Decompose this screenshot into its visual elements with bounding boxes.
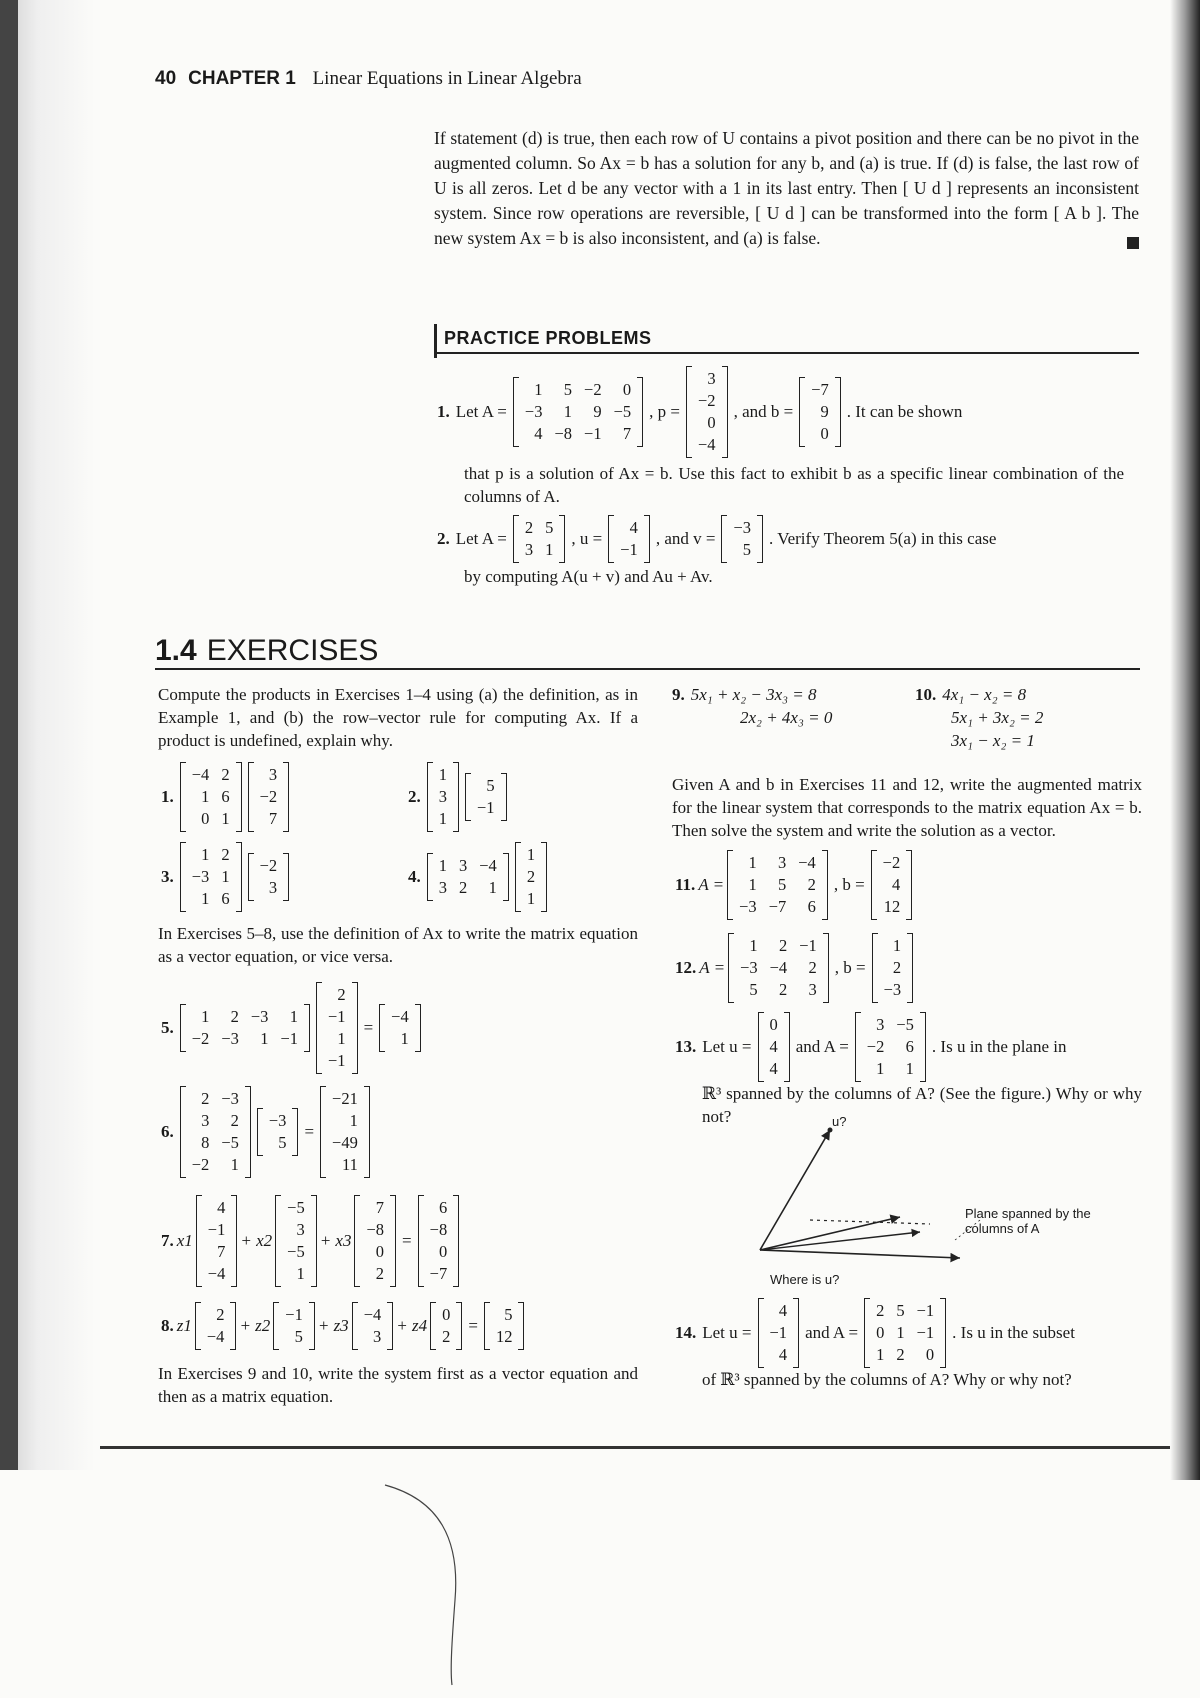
vector-entry: 6 (438, 1198, 448, 1217)
exercise-6 (158, 1086, 373, 1178)
vector (248, 853, 290, 901)
exercise-text: of ℝ³ spanned by the columns of A? Why or why not? (702, 1370, 1072, 1389)
matrix-entry: 4 (534, 424, 543, 443)
problem-tail: . It can be shown (846, 402, 963, 421)
vector-entry: 1 (892, 936, 902, 955)
vector-entry: 4 (629, 518, 638, 537)
b-label: , b = (833, 875, 865, 894)
vector-entry: −8 (429, 1220, 448, 1239)
matrix-entry: 1 (534, 380, 543, 399)
vector-entry: −5 (287, 1198, 305, 1217)
vector-entry: 7 (217, 1242, 226, 1261)
matrix-entry: −5 (613, 402, 632, 421)
coefficient: z1 (176, 1316, 192, 1335)
vector-entry: −2 (259, 856, 278, 875)
matrix-A (513, 515, 566, 563)
vector-entry: 1 (296, 1264, 305, 1283)
intro-1-4: Compute the products in Exercises 1–4 using (a) the definition, as in Example 1, and (b) the row–vector rule for computing Ax. If a product is undefined, explain why. (158, 685, 638, 750)
u-projection-arrow (760, 1232, 920, 1250)
vector-entry: 5 (486, 776, 495, 795)
matrix-entry: 2 (221, 845, 230, 864)
matrix-entry: 3 (438, 787, 447, 806)
vector-entry: −49 (332, 1133, 358, 1152)
proof-paragraph (434, 126, 1139, 251)
intro-11-12: Given A and b in Exercises 11 and 12, write the augmented matrix for the linear system that corresponds to the matrix equation Ax = b. Then solve the system and write the solution as a vector. (672, 775, 1142, 840)
matrix-entry: −3 (221, 1089, 239, 1108)
vector-entry: 4 (778, 1301, 788, 1320)
vector-entry: 7 (268, 809, 278, 828)
vector (257, 1108, 299, 1156)
exercise-number: 9. (672, 685, 685, 704)
matrix-entry: −7 (768, 897, 787, 916)
matrix-entry: −8 (554, 424, 573, 443)
vector-entry: −4 (207, 1264, 226, 1283)
equation-line: 4x₁ − x₂ = 8 (942, 685, 1027, 704)
practice-title: PRACTICE PROBLEMS (444, 328, 652, 348)
matrix-entry: 2 (778, 980, 788, 999)
vector-entry: 5 (504, 1305, 513, 1324)
problem-lead: Let A = (455, 402, 507, 421)
matrix-entry: 1 (563, 402, 573, 421)
vector-entry: 4 (769, 1059, 778, 1078)
practice-rule (434, 352, 1139, 354)
coefficient: + z2 (239, 1316, 271, 1335)
problem-tail: . Verify Theorem 5(a) in this case (769, 529, 997, 548)
pen-mark (380, 1480, 500, 1690)
matrix-entry: 5 (778, 875, 787, 894)
exercise-number: 14. (675, 1323, 697, 1342)
vector (248, 762, 290, 832)
vector-entry: −1 (328, 1007, 346, 1026)
fig-label-where: Where is u? (770, 1272, 840, 1287)
exercise-number: 1. (161, 787, 174, 806)
vector-entry: 3 (268, 878, 278, 897)
exercise-12 (672, 933, 916, 1003)
exercise-number: 10. (915, 685, 937, 704)
vector (195, 1302, 237, 1350)
matrix-entry: 0 (925, 1345, 935, 1364)
vector-entry: −4 (698, 435, 716, 454)
matrix (180, 1004, 310, 1052)
vector (515, 842, 547, 912)
exercise-lead: A = (698, 875, 725, 894)
matrix-entry: 2 (524, 518, 534, 537)
matrix-entry: −1 (280, 1029, 298, 1048)
vector-u (758, 1298, 800, 1368)
column-vector-arrow (760, 1250, 960, 1258)
vector-b (799, 377, 841, 447)
matrix-entry: −1 (916, 1323, 935, 1342)
vector-entry: 3 (707, 369, 716, 388)
vector-entry: −2 (698, 391, 716, 410)
scan-edge-right (1170, 0, 1200, 1480)
matrix-entry: 0 (201, 809, 210, 828)
problem-text: by computing A(u + v) and Au + Av. (464, 567, 713, 586)
vector-entry: 12 (495, 1327, 513, 1346)
intro-9-10: In Exercises 9 and 10, write the system first as a vector equation and then as a matrix equation. (158, 1364, 638, 1406)
section-title: EXERCISES (206, 634, 379, 667)
vector-u (758, 1012, 790, 1082)
matrix-entry: 1 (876, 1059, 885, 1078)
vector-entry: 3 (296, 1220, 305, 1239)
u-label: , u = (571, 529, 603, 548)
vector-entry: 0 (769, 1015, 778, 1034)
vector-entry: −3 (733, 518, 752, 537)
vector-p (686, 366, 728, 458)
u-vector-arrow (760, 1130, 830, 1250)
vector-entry: 3 (373, 1327, 382, 1346)
b-label: , b = (834, 958, 866, 977)
exercise-number: 12. (675, 958, 697, 977)
matrix-entry: −4 (769, 958, 788, 977)
A-label: and A = (795, 1037, 849, 1056)
matrix-entry: 3 (201, 1111, 210, 1130)
equation-line: 5x₁ + x₂ − 3x₃ = 8 (690, 685, 817, 704)
problem-text: that p is a solution of Ax = b. Use this fact to exhibit b as a specific linear combination of the columns of A. (464, 464, 1124, 506)
coefficient: + z3 (317, 1316, 349, 1335)
matrix-entry: 1 (260, 1029, 269, 1048)
vector-entry: −5 (287, 1242, 305, 1261)
vector-entry: −3 (883, 980, 902, 999)
practice-problem-1 (434, 366, 1144, 508)
practice-problem-2 (434, 515, 1144, 588)
matrix-entry: −4 (191, 765, 210, 784)
matrix-A (728, 933, 829, 1003)
exercise-9 (672, 683, 832, 729)
vector-entry: 2 (375, 1264, 385, 1283)
matrix-entry: 6 (807, 897, 816, 916)
result-vector (418, 1195, 460, 1287)
vector-b (872, 933, 914, 1003)
matrix-entry: 2 (896, 1345, 905, 1364)
plane-figure (750, 1120, 1080, 1270)
matrix-entry: 6 (905, 1037, 914, 1056)
exercise-4 (405, 842, 550, 912)
exercise-number: 6. (161, 1122, 174, 1141)
exercise-number: 13. (675, 1037, 697, 1056)
vector-entry: 11 (341, 1155, 358, 1174)
matrix (180, 1086, 251, 1178)
matrix-entry: 1 (201, 1007, 210, 1026)
problem-number: 2. (437, 529, 450, 548)
matrix-entry: −1 (916, 1301, 935, 1320)
matrix-entry: 2 (459, 878, 468, 897)
matrix-entry: 1 (896, 1323, 905, 1342)
vector-entry: −1 (285, 1305, 303, 1324)
vector-entry: −3 (268, 1111, 287, 1130)
matrix-entry: 1 (221, 867, 230, 886)
vector-entry: 12 (883, 897, 901, 916)
vector-entry: 5 (278, 1133, 287, 1152)
matrix-entry: 3 (808, 980, 817, 999)
matrix-entry: −1 (799, 936, 817, 955)
matrix-A (855, 1012, 926, 1082)
matrix-entry: 2 (201, 1089, 210, 1108)
vector-entry: 1 (337, 1029, 346, 1048)
matrix-entry: 6 (221, 787, 230, 806)
exercise-number: 11. (675, 875, 696, 894)
exercise-text: ℝ³ spanned by the columns of A? (See the figure.) Why or why not? (702, 1084, 1142, 1126)
exercise-2 (405, 762, 510, 832)
coefficient: + x2 (240, 1231, 273, 1250)
vector-entry: 1 (526, 889, 536, 908)
vector (354, 1195, 396, 1287)
vector-entry: −1 (477, 798, 495, 817)
matrix-entry: −4 (479, 856, 497, 875)
matrix-entry: −3 (191, 867, 210, 886)
equals-sign: = (363, 1018, 374, 1037)
matrix-entry: −4 (798, 853, 816, 872)
exercise-14 (672, 1298, 1147, 1391)
exercise-13 (672, 1012, 1147, 1128)
chapter-title: Linear Equations in Linear Algebra (312, 68, 582, 89)
proof-text: If statement (d) is true, then each row of U contains a pivot position and there can be no pivot in the augmented column. So Ax = b has a solution for any b, and (a) is true. If (d) is false, the last row of U is all zeros. Let d be any vector with a 1 in its last entry. Then [ U d ] represents an inconsistent system. Since row operations are reversible, [ U d ] can be transformed into the form [ A b ]. The new system Ax = b is also inconsistent, and (a) is false. (434, 128, 1139, 248)
matrix-entry: 5 (896, 1301, 905, 1320)
equals-sign: = (304, 1122, 315, 1141)
vector-entry: 7 (375, 1198, 385, 1217)
vector-entry: 5 (294, 1327, 303, 1346)
exercise-number: 4. (408, 867, 421, 886)
matrix-entry: 8 (201, 1133, 210, 1152)
vector-entry: 2 (337, 985, 346, 1004)
vector-entry: −21 (332, 1089, 358, 1108)
matrix (427, 762, 459, 832)
matrix-entry: 1 (221, 809, 230, 828)
vector-entry: 4 (891, 875, 901, 894)
vector (430, 1302, 462, 1350)
intro-5-8: In Exercises 5–8, use the definition of Ax to write the matrix equation as a vector equation, or vice versa. (158, 924, 638, 966)
matrix-A (864, 1298, 946, 1368)
matrix-entry: 7 (622, 424, 632, 443)
exercise-3 (158, 842, 292, 912)
matrix-entry: 1 (201, 845, 210, 864)
vector-entry: 1 (349, 1111, 358, 1130)
exercise-number: 5. (161, 1018, 174, 1037)
vector (352, 1302, 394, 1350)
vector-entry: 9 (820, 402, 829, 421)
section-number: 1.4 (155, 634, 197, 667)
matrix-A (727, 850, 828, 920)
exercise-7 (158, 1195, 462, 1287)
v-label: , and v = (655, 529, 716, 548)
page-bottom-rule (100, 1446, 1170, 1449)
vector-entry: −7 (811, 380, 829, 399)
result-vector (320, 1086, 370, 1178)
coefficient: + z4 (396, 1316, 428, 1335)
exercise-5 (158, 982, 424, 1074)
matrix-entry: 1 (905, 1059, 914, 1078)
vector-entry: −2 (882, 853, 901, 872)
matrix-entry: 1 (749, 936, 758, 955)
matrix-entry: 3 (524, 540, 534, 559)
matrix-entry: 1 (438, 765, 447, 784)
matrix-entry: 9 (593, 402, 602, 421)
vector-entry: 0 (707, 413, 716, 432)
A-label: and A = (805, 1323, 859, 1342)
matrix-entry: 1 (230, 1155, 239, 1174)
problem-lead: Let A = (455, 529, 507, 548)
matrix-entry: −3 (250, 1007, 269, 1026)
exercise-lead: Let u = (702, 1323, 752, 1342)
vector-b (871, 850, 913, 920)
section-rule (155, 668, 1140, 670)
equals-sign: = (468, 1316, 478, 1335)
matrix-entry: 2 (221, 765, 230, 784)
p-label: , p = (649, 402, 680, 421)
matrix-entry: −5 (221, 1133, 239, 1152)
vector-entry: −1 (207, 1220, 226, 1239)
vector-entry: −1 (620, 540, 638, 559)
equals-sign: = (402, 1231, 412, 1250)
vector-entry: 0 (375, 1242, 385, 1261)
vector (196, 1195, 238, 1287)
equation-line: 2x₂ + 4x₃ = 0 (740, 708, 833, 727)
scan-edge-left (0, 0, 18, 1470)
vector-entry: 4 (778, 1345, 788, 1364)
vector-entry: −8 (366, 1220, 385, 1239)
result-vector (379, 1004, 421, 1052)
exercise-number: 8. (161, 1316, 174, 1335)
column-vector-arrow (760, 1217, 900, 1250)
fig-label-plane: Plane spanned by the columns of A (965, 1206, 1091, 1236)
exercise-11 (672, 850, 915, 920)
matrix-entry: −3 (740, 958, 758, 977)
vector-entry: 2 (442, 1327, 451, 1346)
matrix-A (513, 377, 643, 447)
exercise-10 (915, 683, 1043, 752)
problem-number: 1. (437, 402, 450, 421)
vector-entry: −4 (391, 1007, 409, 1026)
matrix-entry: 3 (876, 1015, 885, 1034)
matrix-entry: 3 (778, 853, 787, 872)
matrix (180, 842, 242, 912)
running-header (155, 68, 582, 90)
chapter-label: CHAPTER 1 (188, 68, 296, 89)
matrix-entry: 3 (459, 856, 468, 875)
b-label: , and b = (733, 402, 794, 421)
matrix-entry: 1 (545, 540, 554, 559)
vector-entry: −4 (363, 1305, 382, 1324)
qed-square-icon (1127, 237, 1139, 249)
matrix-entry: 0 (622, 380, 632, 399)
matrix-entry: 0 (876, 1323, 885, 1342)
matrix-entry: −2 (191, 1029, 210, 1048)
vector (465, 773, 507, 821)
vector-entry: 0 (442, 1305, 451, 1324)
matrix-entry: 1 (438, 809, 447, 828)
matrix-entry: 1 (201, 889, 210, 908)
exercise-number: 2. (408, 787, 421, 806)
matrix-entry: 2 (778, 936, 788, 955)
matrix-entry: 1 (748, 875, 757, 894)
exercise-tail: . Is u in the subset (952, 1323, 1075, 1342)
vector (273, 1302, 315, 1350)
vector-entry: 4 (217, 1198, 226, 1217)
matrix-entry: 1 (438, 856, 447, 875)
vector-entry: −1 (769, 1323, 788, 1342)
matrix-entry: −1 (584, 424, 602, 443)
matrix-entry: −5 (896, 1015, 914, 1034)
result-vector (484, 1302, 525, 1350)
page-number: 40 (155, 68, 177, 89)
matrix-entry: −3 (739, 897, 757, 916)
exercise-lead: Let u = (702, 1037, 752, 1056)
section-heading (155, 634, 378, 668)
matrix-entry: 1 (748, 853, 757, 872)
matrix-entry: 2 (807, 875, 816, 894)
vector (275, 1195, 317, 1287)
vector-entry: 3 (268, 765, 278, 784)
vector-entry: 1 (526, 845, 536, 864)
vector-entry: 4 (769, 1037, 778, 1056)
exercise-tail: . Is u in the plane in (931, 1037, 1067, 1056)
matrix-entry: 6 (221, 889, 230, 908)
vector-v (721, 515, 763, 563)
vector-entry: 2 (892, 958, 902, 977)
exercise-8 (158, 1302, 527, 1350)
fig-label-u: u? (832, 1114, 847, 1129)
exercise-number: 3. (161, 867, 174, 886)
vector-entry: −7 (429, 1264, 448, 1283)
coefficient: + x3 (319, 1231, 352, 1250)
exercise-lead: A = (699, 958, 726, 977)
vector-entry: 2 (216, 1305, 225, 1324)
matrix-entry: −2 (866, 1037, 885, 1056)
exercise-number: 7. (161, 1231, 174, 1250)
matrix-entry: 1 (289, 1007, 298, 1026)
vector-entry: 2 (526, 867, 536, 886)
coefficient: x1 (176, 1231, 193, 1250)
matrix-entry: −2 (191, 1155, 210, 1174)
vector-entry: −2 (259, 787, 278, 806)
matrix-entry: 3 (438, 878, 447, 897)
vector-entry: 1 (400, 1029, 409, 1048)
matrix-entry: 5 (563, 380, 573, 399)
matrix-entry: 2 (230, 1111, 239, 1130)
matrix-entry: 2 (876, 1301, 885, 1320)
vector-entry: 0 (820, 424, 829, 443)
matrix-entry: −3 (524, 402, 543, 421)
vector-entry: −4 (206, 1327, 225, 1346)
matrix (180, 762, 242, 832)
matrix-entry: 2 (808, 958, 817, 977)
matrix-entry: −2 (584, 380, 602, 399)
vector (316, 982, 358, 1074)
vector-entry: 0 (438, 1242, 448, 1261)
matrix-entry: −3 (221, 1029, 239, 1048)
exercise-1 (158, 762, 292, 832)
matrix (427, 853, 509, 901)
vector-u (608, 515, 650, 563)
matrix-entry: 5 (545, 518, 554, 537)
vector-entry: 5 (742, 540, 752, 559)
vector-entry: −1 (328, 1051, 346, 1070)
matrix-entry: 1 (488, 878, 497, 897)
matrix-entry: 5 (749, 980, 758, 999)
matrix-entry: 2 (230, 1007, 239, 1026)
equation-line: 3x₁ − x₂ = 1 (951, 731, 1035, 750)
equation-line: 5x₁ + 3x₂ = 2 (951, 708, 1044, 727)
matrix-entry: 1 (876, 1345, 885, 1364)
matrix-entry: 1 (201, 787, 210, 806)
